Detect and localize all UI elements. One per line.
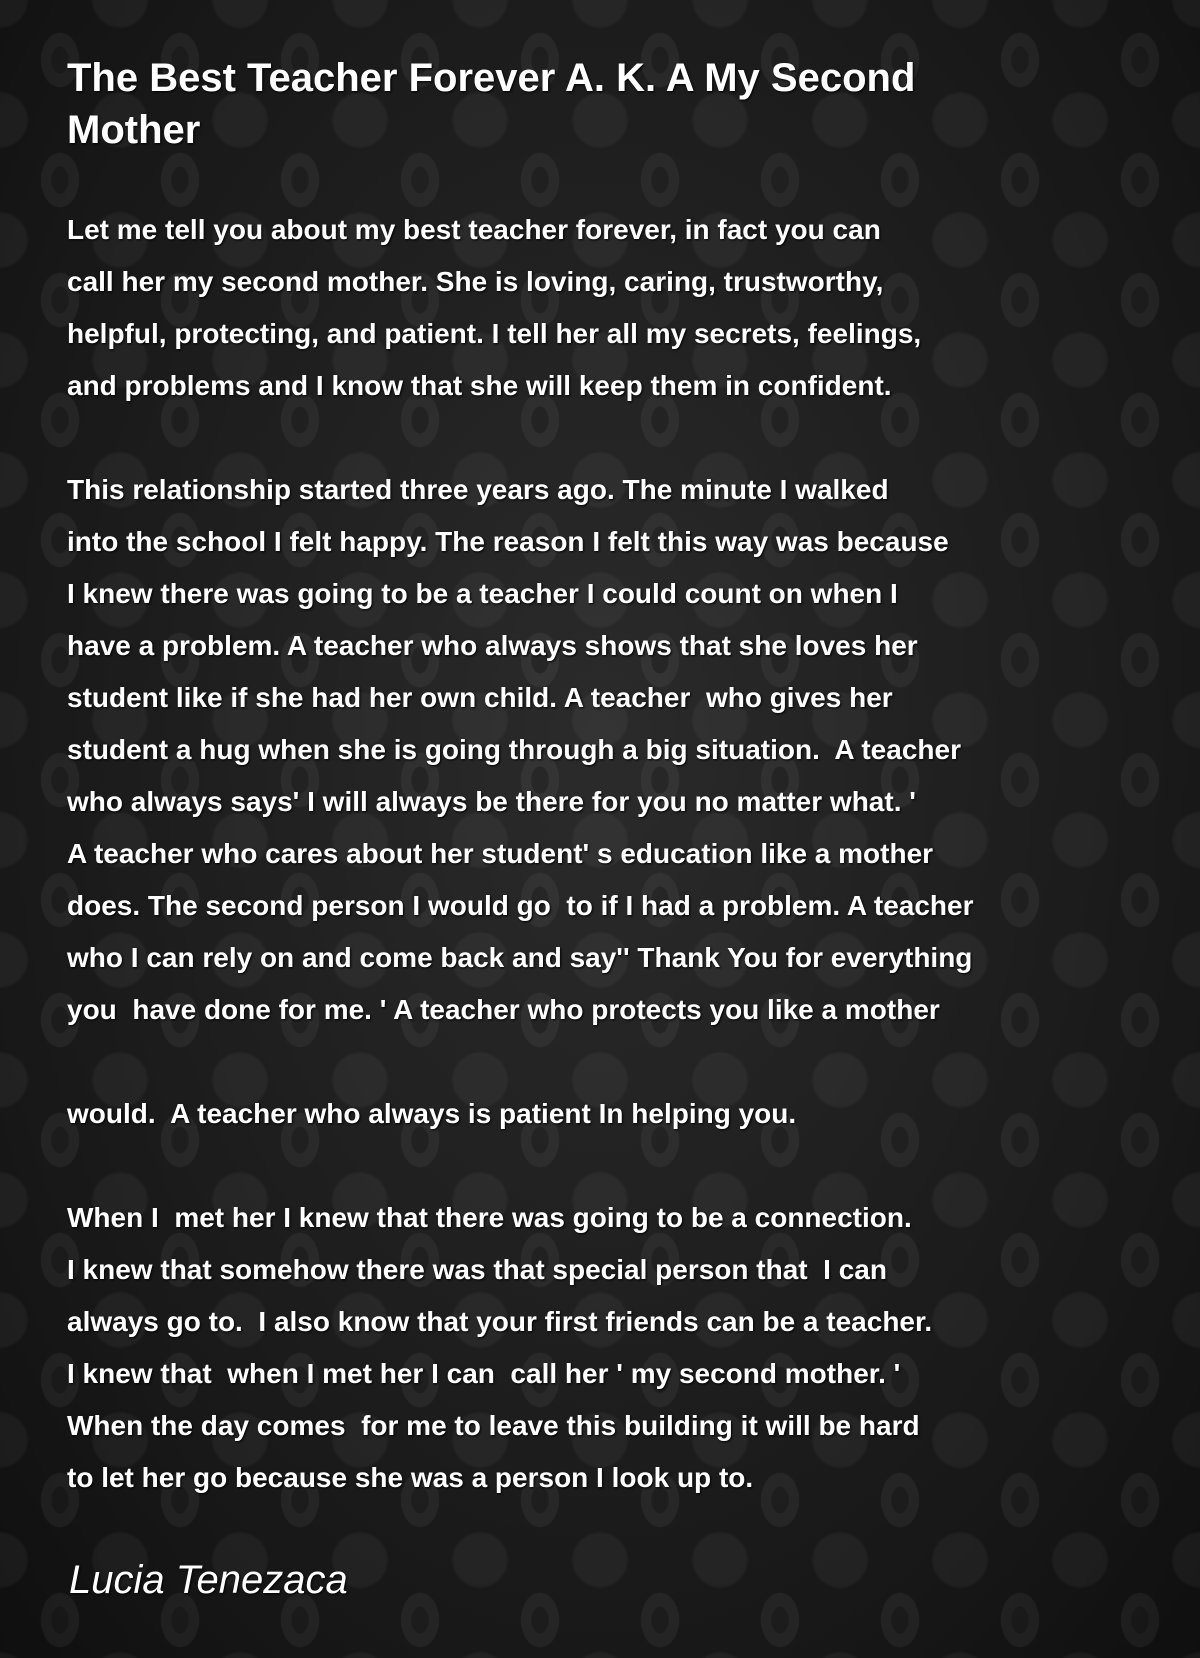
poem-line: have a problem. A teacher who always shows that she loves her xyxy=(67,630,918,661)
poem-blank-line xyxy=(67,1036,1142,1088)
poem-line: student like if she had her own child. A teacher who gives her xyxy=(67,682,893,713)
poem-line: A teacher who cares about her student' s education like a mother xyxy=(67,838,934,869)
poem-line: who always says' I will always be there for you no matter what. ' xyxy=(67,786,916,817)
poem-line: I knew that when I met her I can call her ' my second mother. ' xyxy=(67,1358,901,1389)
poem-line: helpful, protecting, and patient. I tell her all my secrets, feelings, xyxy=(67,318,922,349)
poem-line: call her my second mother. She is loving, caring, trustworthy, xyxy=(67,266,884,297)
poem-line: who I can rely on and come back and say'' Thank You for everything xyxy=(67,942,973,973)
poem-line: When the day comes for me to leave this building it will be hard xyxy=(67,1410,920,1441)
poem-line: This relationship started three years ago. The minute I walked xyxy=(67,474,889,505)
poem-body xyxy=(67,204,1142,1504)
poem-line: does. The second person I would go to if I had a problem. A teacher xyxy=(67,890,974,921)
poem-line: to let her go because she was a person I look up to. xyxy=(67,1462,754,1493)
poem-author: Lucia Tenezaca xyxy=(69,1558,348,1602)
poem-line: and problems and I know that she will keep them in confident. xyxy=(67,370,892,401)
poem-blank-line xyxy=(67,1140,1142,1192)
poem-line: student a hug when she is going through a big situation. A teacher xyxy=(67,734,961,765)
poem-line: would. A teacher who always is patient In helping you. xyxy=(67,1098,797,1129)
poem-line: I knew there was going to be a teacher I could count on when I xyxy=(67,578,898,609)
poem-line: Let me tell you about my best teacher forever, in fact you can xyxy=(67,214,881,245)
poem-blank-line xyxy=(67,412,1142,464)
poem-card xyxy=(67,52,1142,1504)
poem-line: always go to. I also know that your first friends can be a teacher. xyxy=(67,1306,933,1337)
poem-line: When I met her I knew that there was going to be a connection. xyxy=(67,1202,912,1233)
poem-line: you have done for me. ' A teacher who protects you like a mother xyxy=(67,994,940,1025)
poem-title: The Best Teacher Forever A. K. A My Second Mother xyxy=(67,56,916,152)
poem-line: I knew that somehow there was that special person that I can xyxy=(67,1254,887,1285)
poem-line: into the school I felt happy. The reason I felt this way was because xyxy=(67,526,949,557)
